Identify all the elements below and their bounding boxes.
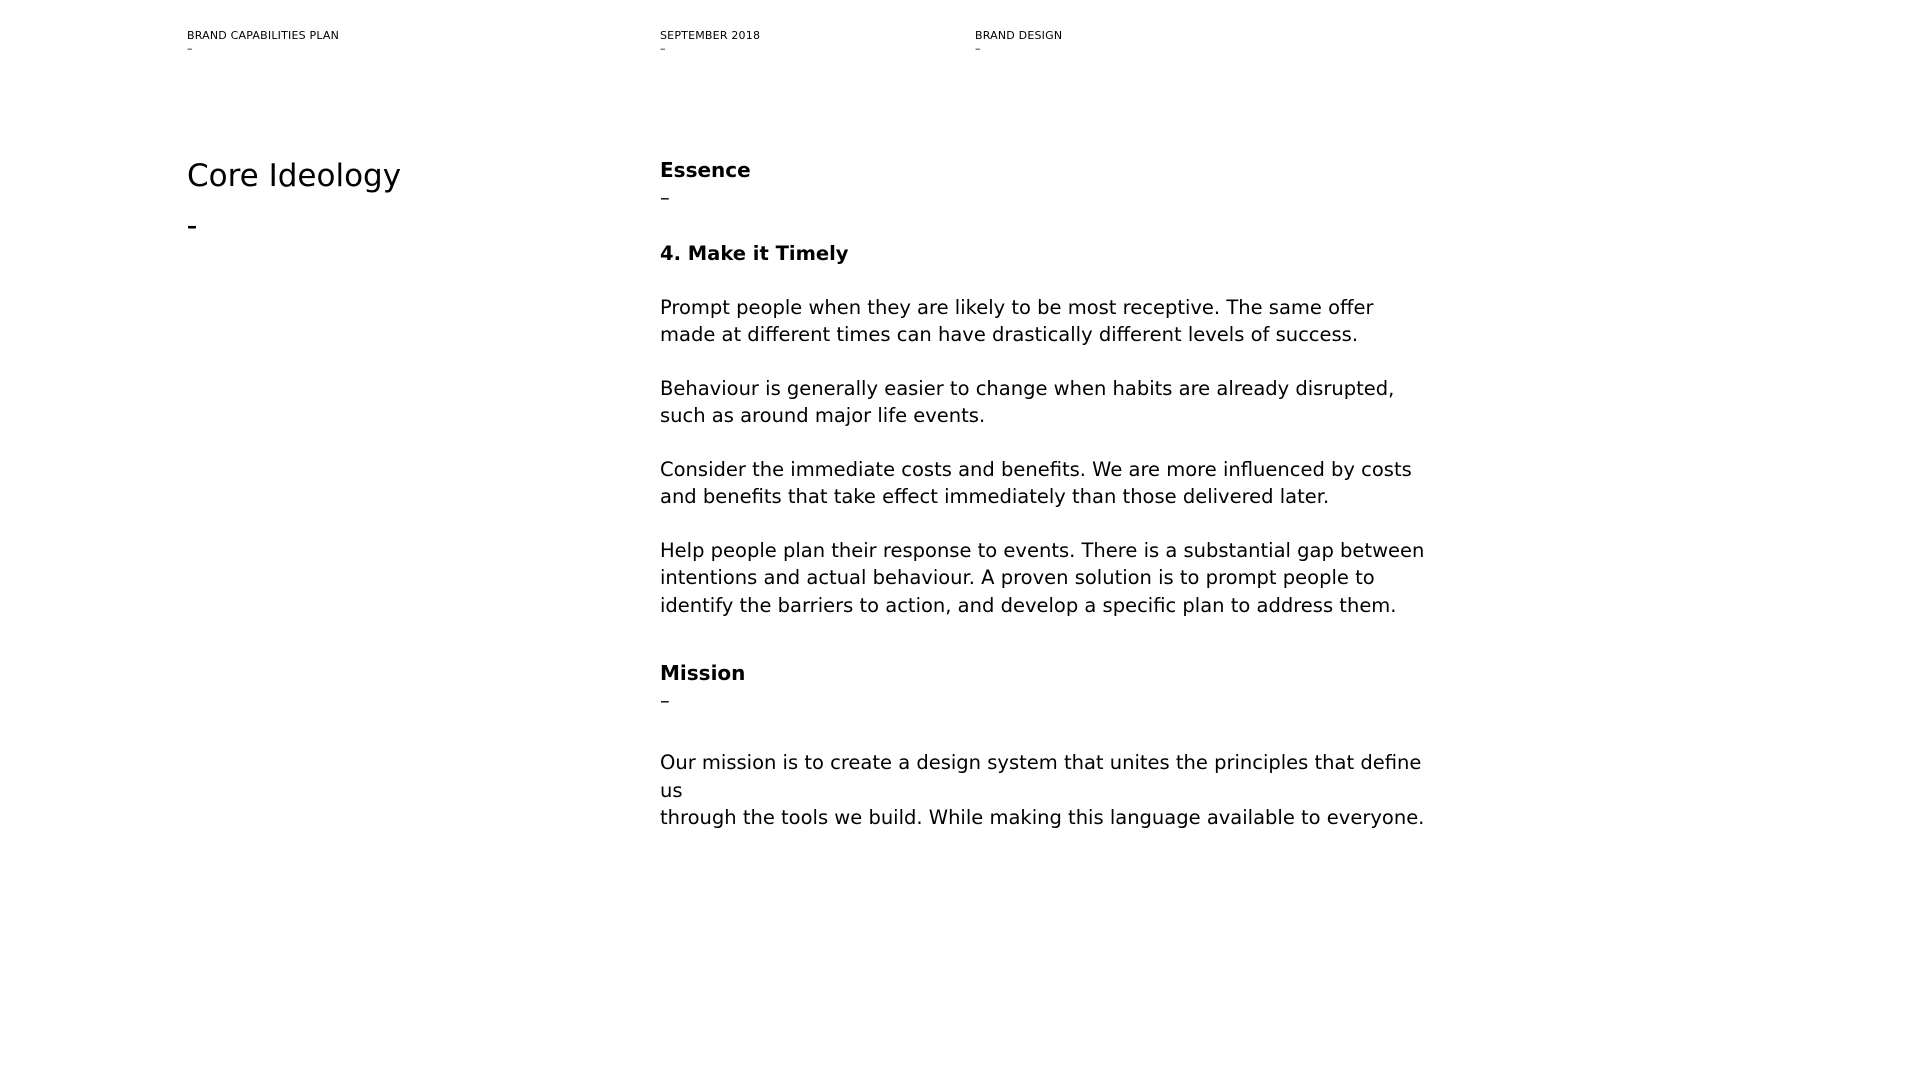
essence-dash: – (660, 186, 670, 209)
mission-heading: Mission (660, 661, 746, 685)
paragraph: Prompt people when they are likely to be most receptive. The same offer made at different times can have drastically different levels of success. (660, 295, 1374, 346)
header-department (975, 29, 1062, 55)
mission-paragraph: Our mission is to create a design system that unites the principles that define us through the tools we build. While making this language available to everyone. (660, 751, 1425, 829)
header-label: BRAND DESIGN (975, 29, 1063, 42)
header-dash: – (660, 42, 666, 55)
header-date (660, 29, 760, 55)
mission-dash: – (660, 689, 670, 712)
paragraph: Behaviour is generally easier to change when habits are already disrupted, such as around major life events. (660, 376, 1395, 427)
essence-heading: Essence (660, 158, 751, 182)
paragraph: Consider the immediate costs and benefits. We are more influenced by costs and benefits that take effect immediately than those delivered later. (660, 457, 1412, 508)
main-content (660, 156, 1440, 832)
title-dash: – (187, 214, 197, 238)
header-dash: – (975, 42, 981, 55)
paragraph: Help people plan their response to events. There is a substantial gap between intentions and actual behaviour. A proven solution is to prompt people to identify the barriers to action, and develop a specific plan to address them. (660, 538, 1425, 617)
header-label: BRAND CAPABILITIES PLAN (187, 29, 340, 42)
page-title: Core Ideology (187, 158, 402, 194)
principle-heading: 4. Make it Timely (660, 242, 849, 265)
header-label: SEPTEMBER 2018 (660, 29, 761, 42)
header-brand-capabilities (187, 29, 339, 55)
header-dash: – (187, 42, 193, 55)
